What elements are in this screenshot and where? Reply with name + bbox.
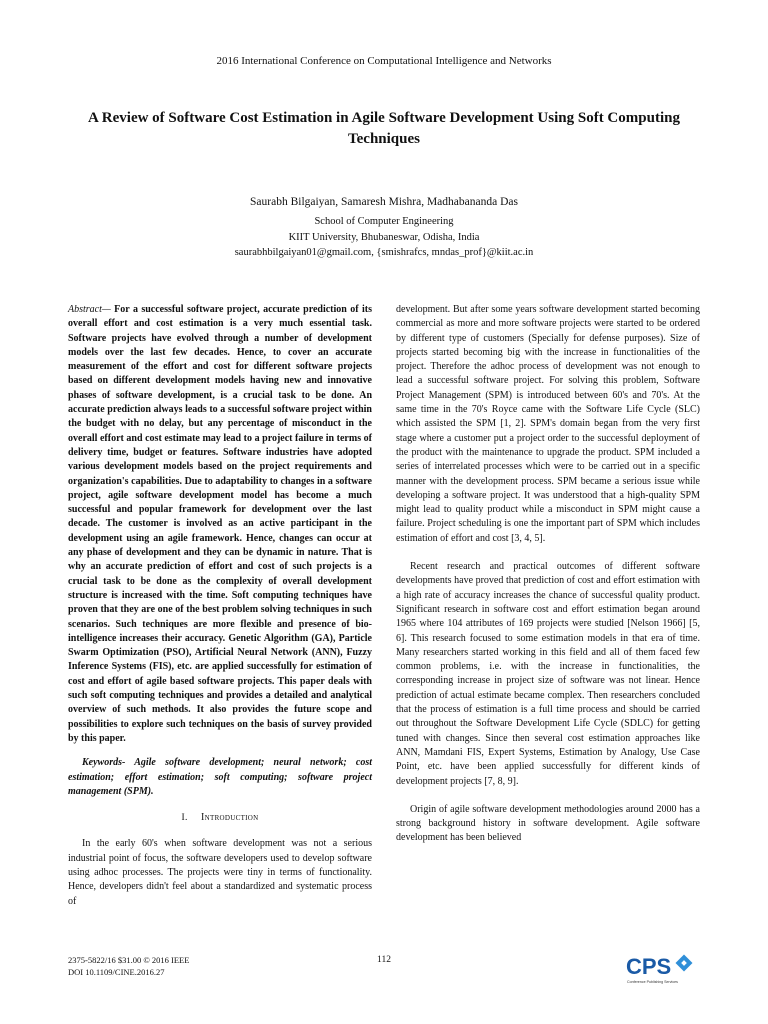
keywords-label: Keywords-	[82, 757, 126, 769]
intro-paragraph-3: Recent research and practical outcomes of different software developments have proved that prediction of cost and effort estimation with a high rate of accuracy increases the chance of successful quality product. Significant research in software cost and effort estimation began around 1965 where 104 attributes of 169 projects were studied [Nelson 1966] [5, 6]. This research focused to some estimation models in that era of time. Many researchers started working in this field and all of them faced few common problems, i.e. with the increase in functionalities, the corresponding increase in project size of software was not linear. Hence prediction of actual estimate became complex. Then researchers concluded that the process of estimation is a full time process and should be carried out throughout the Software Development Life Cycle (SDLC) for getting tuned with changes. Since then several cost estimation approaches like ANN, Mamdani FIS, Expert Systems, Estimation by Analogy, Use Case Point, etc. have been applied successfully for different kinds of development projects [7, 8, 9].	[396, 561, 700, 787]
copyright-line: 2375-5822/16 $31.00 © 2016 IEEE	[68, 955, 190, 965]
keywords-text: Agile software development; neural network; cost estimation; effort estimation; soft computing; software project management (SPM).	[68, 757, 372, 797]
right-column	[396, 303, 700, 846]
section-title: Introduction	[201, 812, 259, 824]
keywords	[68, 756, 372, 799]
left-column	[68, 303, 372, 909]
affiliation-university: KIIT University, Bhubaneswar, Odisha, India	[288, 231, 480, 243]
author-emails: saurabhbilgaiyan01@gmail.com, {smishrafcs, mndas_prof}@kiit.ac.in	[234, 247, 534, 258]
logo-subtext: Conference Publishing Services	[627, 980, 678, 984]
cps-logo-icon	[626, 947, 698, 987]
section-number: I.	[181, 813, 188, 824]
logo-text: CPS	[626, 954, 672, 979]
section-heading	[68, 811, 372, 825]
affiliation-block	[0, 214, 768, 261]
abstract	[68, 303, 372, 746]
paper-title: A Review of Software Cost Estimation in Agile Software Development Using Soft Computing Techniques	[88, 110, 680, 147]
abstract-text: For a successful software project, accurate prediction of its overall effort and cost estimation is a very much essential task. Software projects have evolved through a number of development models over the last few decades. Hence, to cover an accurate measurement of the effort and cost for different software projects based on different development models having new and innovative phases of software development, is a crucial task to be done. An accurate prediction always leads to a successful software project within the budget with no delay, but any percentage of misconduct in the overall effort and cost estimate may lead to a project failure in terms of delivery time, budget or features. Software industries have adopted various development models based on the project requirements and organization's capabilities. Due to adaptability to changes in a software project, agile software development model has become a much successful and popular framework for development over the last decade. The customer is involved as an active participant in the development using an agile framework. Hence, changes can occur at any phase of development and they can be dynamic in nature. That is why an accurate prediction of effort and cost of such projects is a crucial task to be done as the complexity of overall development structure is increased with the time. Soft computing techniques have proven that they are one of the best problem solving techniques in such scenarios. Such techniques are more flexible and presence of bio-intelligence increases their accuracy. Genetic Algorithm (GA), Particle Swarm Optimization (PSO), Artificial Neural Network (ANN), Fuzzy Inference Systems (FIS), etc. are applied successfully for estimation of cost and effort of agile based software projects. This paper deals with such soft computing techniques and provides a detailed and analytical overview of such methods. It also provides the future scope and possibilities to explore such techniques on the basis of survey provided by this paper.	[68, 304, 372, 744]
author-list: Saurabh Bilgaiyan, Samaresh Mishra, Madhabananda Das	[250, 196, 518, 208]
page-number: 112	[377, 955, 391, 965]
conference-header: 2016 International Conference on Computational Intelligence and Networks	[216, 55, 552, 67]
doi-line: DOI 10.1109/CINE.2016.27	[68, 966, 165, 977]
intro-paragraph-2: development. But after some years software development started becoming commercial as more and more software projects were started to be ordered by different type of customers (Specially for defense purposes). Size of projects started becoming big with the increase in functionalities of the project. Therefore the adhoc process of development was not enough to lead a successful software project. For solving this problem, Software Project Management (SPM) is introduced between 60's and 70's. At the same time in the 70's Royce came with the Software Life Cycle (SLC) which assisted the SPM [1, 2]. SPM's domain began from the very first stage where a customer put a project order to the successful deployment of the product with the maintenance to upgrade the product. SPM included a series of interrelated processes which were to be carried out in a specific manner with the development process. SPM became a serious issue while developing a software project. It was understood that a high-quality SPM might lead to quality product while a misconduct in SPM might cause a failure. Project scheduling is one the important part of SPM which includes estimation of effort and cost [3, 4, 5].	[396, 304, 700, 544]
affiliation-school: School of Computer Engineering	[314, 216, 454, 227]
intro-paragraph-4: Origin of agile software development methodologies around 2000 has a strong background history in software development. Agile software development has been believed	[396, 803, 700, 844]
cps-logo	[626, 947, 698, 987]
abstract-label: Abstract—	[68, 304, 111, 315]
intro-paragraph-1: In the early 60's when software development was not a serious industrial point of focus, the software developers used to develop software using adhoc processes. The projects were tiny in terms of functionality. Hence, developers didn't feel about a standardized and systematic process of	[68, 838, 372, 907]
